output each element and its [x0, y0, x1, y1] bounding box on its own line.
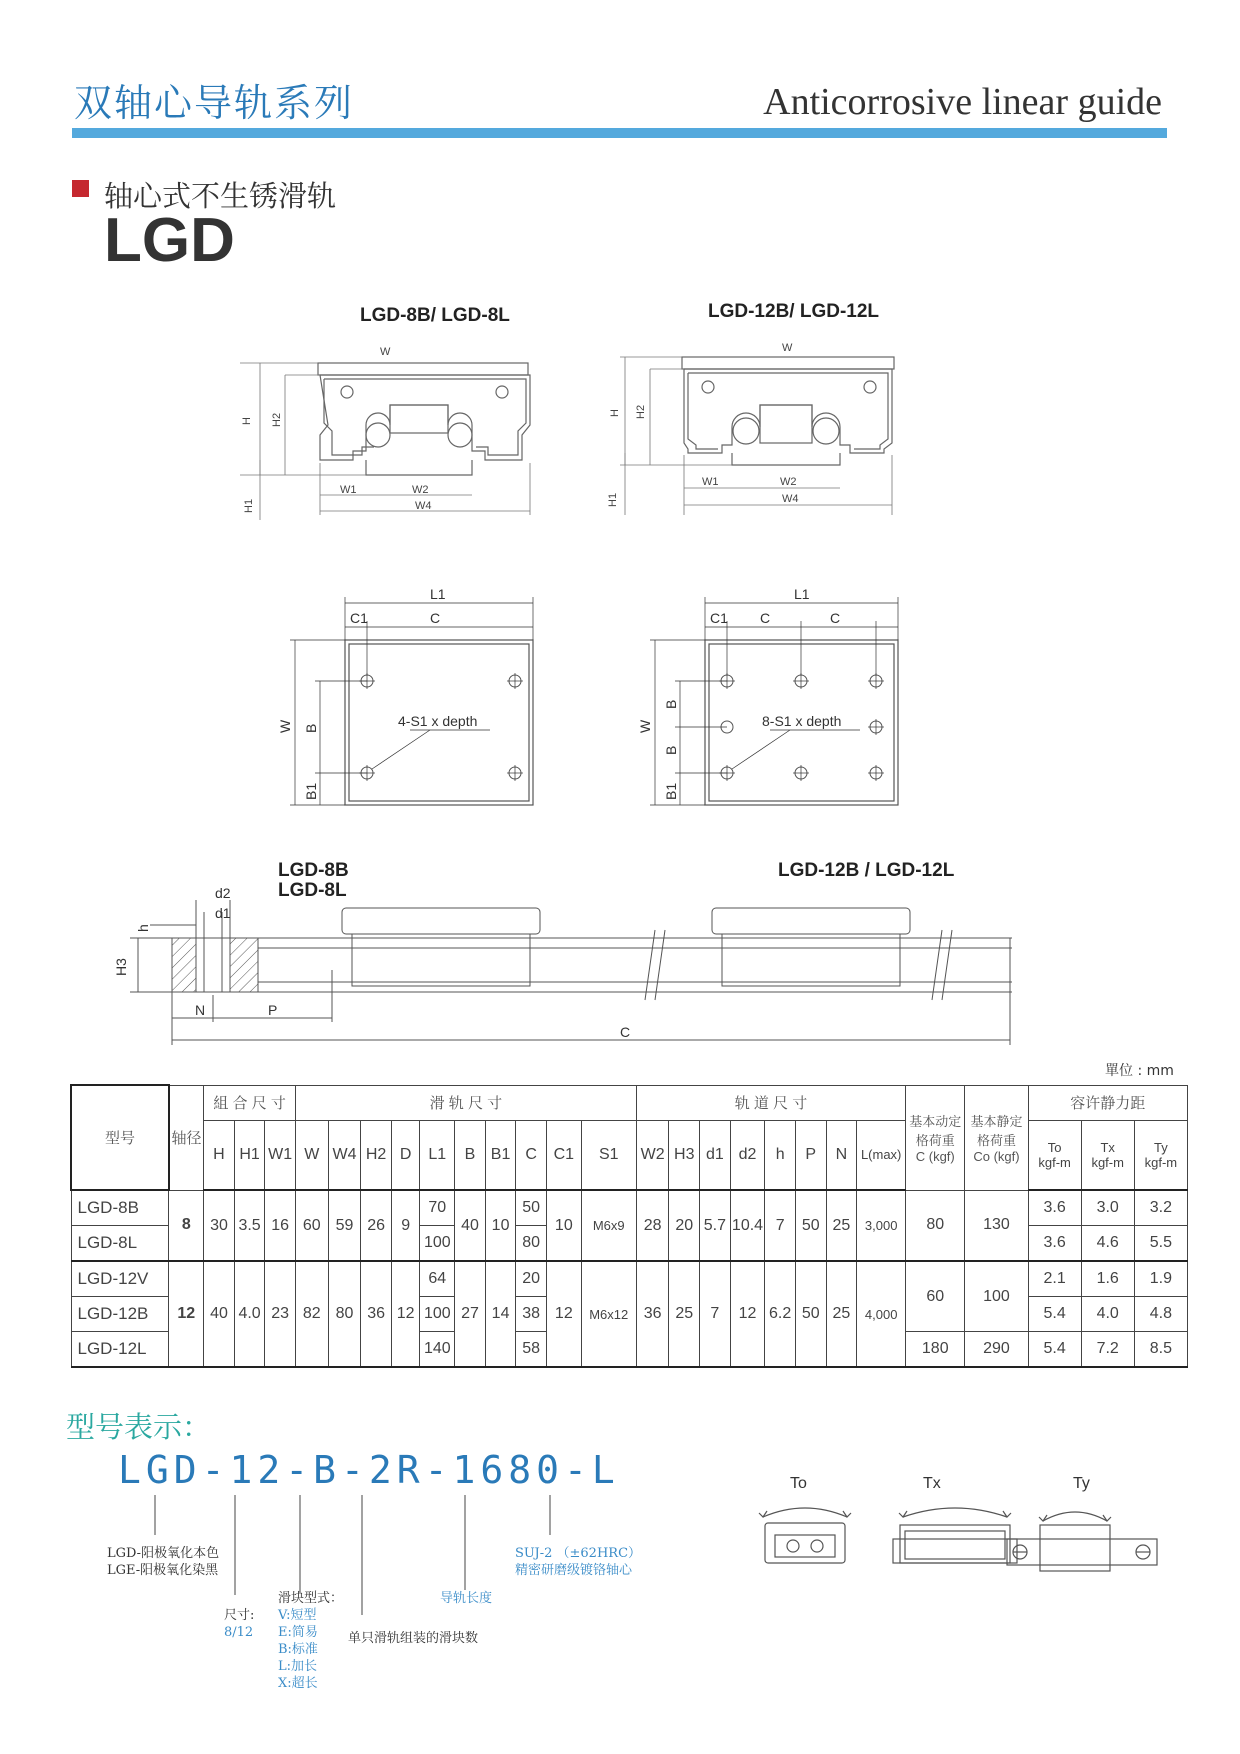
hdr-rail: 轨 道 尺 寸 — [636, 1085, 905, 1120]
header-title-cn: 双轴心导轨系列 — [74, 81, 355, 125]
ty-arrow-icon — [1043, 1512, 1107, 1521]
dim-H-12: H — [609, 409, 621, 417]
dim-C-top-12a: C — [760, 610, 771, 626]
top-view-right-diagram — [630, 585, 920, 810]
section-subtitle: 轴心式不生锈滑轨 — [104, 179, 337, 213]
mount-hole-right — [496, 386, 508, 398]
tx-arrow-icon — [903, 1508, 1007, 1517]
side-left-title-1: LGD-8B — [278, 860, 349, 881]
rail-shaft-area — [390, 405, 448, 433]
dim-W2-12: W2 — [780, 476, 797, 488]
dim-B1-top-12: B1 — [663, 782, 679, 800]
side-right-title: LGD-12B / LGD-12L — [778, 860, 955, 881]
dim-h: h — [135, 924, 151, 932]
dim-W4: W4 — [415, 500, 432, 512]
moment-tx-label: Tx — [923, 1475, 941, 1492]
table-row: LGD-12L 140 58 180 290 5.4 7.2 8.5 — [71, 1332, 1188, 1368]
hdr-combo: 組 合 尺 寸 — [204, 1085, 296, 1120]
dim-B-top-12b: B — [663, 745, 679, 755]
rail-top-outline — [318, 363, 528, 375]
shaft-left-circle-12 — [733, 418, 759, 444]
dim-W4-12: W4 — [782, 493, 799, 505]
shaft-right-circle — [448, 423, 472, 447]
moment-to-label: To — [790, 1475, 807, 1492]
dim-H: H — [241, 417, 253, 425]
front-view-right-diagram — [600, 335, 920, 520]
slider-body-outline-12 — [684, 369, 892, 453]
dim-H1-12: H1 — [607, 492, 619, 507]
side-left-title-2: LGD-8L — [278, 880, 347, 901]
dim-H3: H3 — [113, 958, 129, 976]
top-right-hole-note: 8-S1 x depth — [762, 713, 842, 729]
length-note: 导轨长度 — [440, 1591, 493, 1606]
moment-diagrams — [755, 1495, 1165, 1575]
dim-B-top-12a: B — [663, 699, 679, 709]
ordering-title: 型号表示： — [66, 1410, 212, 1444]
section-bullet-icon — [72, 180, 89, 197]
dim-W-top: W — [277, 719, 293, 733]
dim-C-side: C — [620, 1024, 631, 1040]
moment-ty-label: Ty — [1073, 1475, 1090, 1492]
hdr-moment: 容许静力距 — [1028, 1085, 1187, 1120]
dim-L1-top-12: L1 — [794, 586, 810, 602]
dim-C-top: C — [430, 610, 441, 626]
hdr-dyn-load: 基本动定格荷重 C (kgf) — [906, 1085, 965, 1190]
dim-B-top: B — [303, 723, 319, 733]
dim-H2: H2 — [271, 412, 283, 427]
dim-W1-12: W1 — [702, 476, 719, 488]
dim-P: P — [268, 1002, 278, 1018]
hdr-model: 型号 — [71, 1085, 169, 1190]
dim-L1-top: L1 — [430, 586, 446, 602]
side-view-diagram — [100, 870, 1030, 1060]
dim-W-12: W — [782, 342, 793, 354]
front-right-title: LGD-12B/ LGD-12L — [708, 301, 880, 322]
dim-W: W — [380, 346, 391, 358]
shaft-right-circle-12 — [813, 418, 839, 444]
table-row: LGD-12B 100 38 5.4 4.0 4.8 — [71, 1297, 1188, 1332]
dim-H1: H1 — [243, 498, 255, 513]
ordering-code: LGD-12-B-2R-1680-L — [118, 1448, 620, 1492]
front-left-title: LGD-8B/ LGD-8L — [360, 305, 510, 326]
table-row: LGD-8L 100 80 3.6 4.6 5.5 — [71, 1226, 1188, 1262]
hdr-stat-load: 基本静定格荷重 Co (kgf) — [965, 1085, 1028, 1190]
dim-C1-top: C1 — [350, 610, 368, 626]
header-divider — [72, 128, 1167, 138]
dim-H2-12: H2 — [635, 404, 647, 419]
mount-hole-left — [341, 386, 353, 398]
count-note: 单只滑轨组装的滑块数 — [348, 1631, 479, 1646]
hdr-shaft: 轴径 — [169, 1085, 204, 1190]
hdr-slider: 滑 轨 尺 寸 — [295, 1085, 636, 1120]
dim-B1-top: B1 — [303, 782, 319, 800]
header-cols-row: H H1 W1 W W4 H2 D L1 B B1 C C1 S1 W2 H3 d1 d2 h P N L(max) To kgf-m Tx kgf-m Ty kgf-m — [71, 1120, 1188, 1190]
dim-C-top-12b: C — [830, 610, 841, 626]
table-row: LGD-12V 12 40 4.0 23 82 80 36 12 64 27 14 20 12 M6x12 36 25 7 12 6.2 50 25 4,000 60 100 2.1 1.6 1.9 — [71, 1261, 1188, 1297]
unit-label: 單位 : mm — [1105, 1063, 1174, 1079]
dim-d2: d2 — [215, 885, 231, 901]
shaft-note: SUJ-2 （±62HRC） 精密研磨级镀铬轴心 — [515, 1546, 642, 1578]
spec-table — [70, 1084, 1188, 1368]
dim-W2: W2 — [412, 484, 429, 496]
dim-d1: d1 — [215, 905, 231, 921]
header-title-en: Anticorrosive linear guide — [763, 81, 1162, 123]
type-note: 滑块型式： V:短型 E:简易 B:标准 L:加长 X:超长 — [278, 1591, 344, 1691]
dim-C1-top-12: C1 — [710, 610, 728, 626]
finish-note: LGD-阳极氧化本色 LGE-阳极氧化染黑 — [107, 1546, 220, 1578]
to-arrow-icon — [763, 1508, 847, 1517]
shaft-left-circle — [366, 423, 390, 447]
front-view-left-diagram — [240, 335, 560, 520]
dim-N: N — [195, 1002, 206, 1018]
size-note: 尺寸: 8/12 — [224, 1608, 255, 1640]
table-row: LGD-8B 8 30 3.5 16 60 59 26 9 70 40 10 50 10 M6x9 28 20 5.7 10.4 7 50 25 3,000 80 130 3.6 3.0 3.2 — [71, 1190, 1188, 1226]
top-view-left-diagram — [270, 585, 550, 810]
dim-W-top-12: W — [637, 719, 653, 733]
top-left-hole-note: 4-S1 x depth — [398, 713, 478, 729]
section-model: LGD — [104, 206, 235, 275]
dim-W1: W1 — [340, 484, 357, 496]
